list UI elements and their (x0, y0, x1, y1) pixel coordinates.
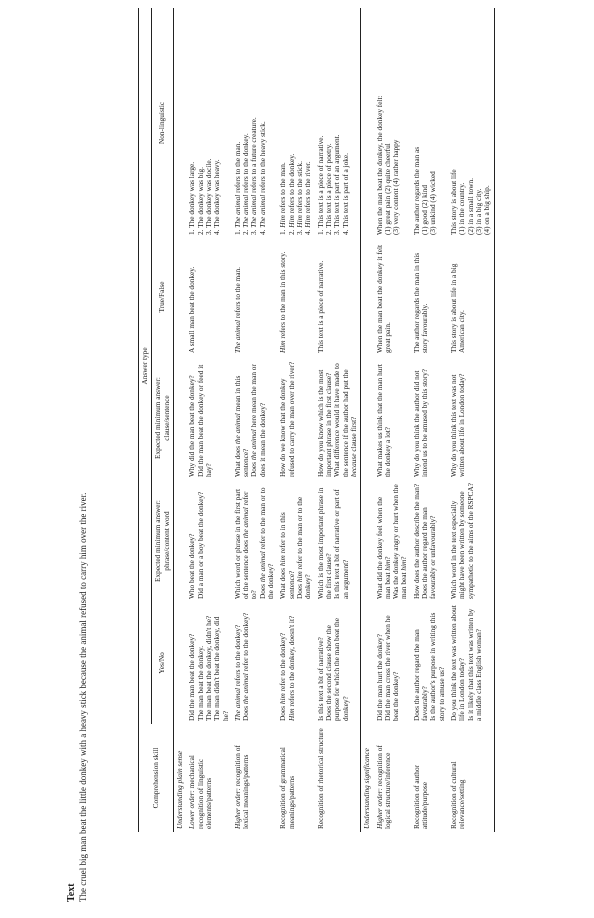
answer-cell (232, 602, 278, 724)
cell-text: What does the animal mean in this sentence? (232, 375, 251, 477)
cell-text: Did a man or a boy beat the donkey? (195, 491, 205, 599)
answer-cell (277, 238, 314, 356)
cell-text: (1) great pain (2) quite cheerful (382, 143, 392, 235)
answer-cell (411, 602, 448, 724)
cell-text: Does the author regard the man favourably? (411, 629, 430, 721)
answer-cell (448, 480, 494, 602)
cell-text: 2. The donkey was big. (195, 167, 205, 235)
answer-cell (374, 602, 411, 724)
column-header: Non-linguistic (152, 8, 174, 238)
answer-cell (315, 480, 361, 602)
cell-text: 4. The animal refers to the heavy stick. (257, 121, 267, 235)
cell-text: Does the author regard the man favourably or unfavourably? (420, 507, 438, 599)
cell-text: 2. Him refers to the donkey. (286, 153, 296, 235)
skill-cell (186, 724, 232, 832)
section-row (361, 8, 374, 832)
answer-cell (448, 356, 494, 480)
cell-text: 4. Him refers to the river. (303, 161, 313, 235)
skill-cell (374, 724, 411, 832)
cell-text: (3) unkind (4) wicked (428, 171, 438, 235)
answer-cell (374, 8, 411, 238)
cell-text: Him refers to the donkey, doesn't it? (286, 615, 296, 721)
cell-text: How does the author describe the man? (411, 483, 421, 599)
cell-text: Does the animal here mean the man or does it mean the donkey? (249, 364, 267, 477)
answer-cell (411, 8, 448, 238)
skill-text: Higher order: recognition of lexical meanings/patterns (232, 745, 251, 829)
header-comprehension-skill: Comprehension skill (139, 724, 174, 832)
cell-text: When the man beat the donkey it felt great pain. (374, 245, 392, 353)
cell-text: (3) very content (4) rather happy (391, 139, 401, 235)
cell-text: 2. This text is a piece of poetry. (323, 143, 333, 235)
cell-text: (4) on a big ship. (482, 185, 492, 235)
cell-text: What difference would it have made to the sentence if the author had put the because clause first? (332, 363, 358, 477)
answer-cell (232, 480, 278, 602)
skill-cell (448, 724, 494, 832)
column-header: Expected minimum answer: phrase/content word (152, 480, 174, 602)
cell-text: 3. The animal refers to a future creature. (249, 117, 259, 235)
cell-text: 4. This text is part of a joke. (340, 153, 350, 235)
answer-cell (186, 356, 232, 480)
section-title: Understanding significance (361, 8, 374, 832)
answer-cell (277, 8, 314, 238)
table-row (315, 8, 361, 832)
cell-text: 1. The animal refers to the man. (232, 141, 242, 235)
skill-text: Higher order: recognition of logical structure/inference (374, 745, 392, 829)
cell-text: How do you know which is the most important phrase in the first clause? (315, 369, 333, 477)
answer-cell (186, 8, 232, 238)
cell-text: (1) good (2) kind (420, 184, 430, 235)
cell-text: Does him refer to the donkey? (278, 632, 288, 721)
answer-cell (411, 480, 448, 602)
cell-text: Does him refer to the man or to the donkey? (295, 496, 313, 599)
cell-text: The author regards the man as (411, 146, 421, 235)
cell-text: Which word in the text especially might have been written by someone sympathetic to the aims of the RSPCA? (449, 483, 475, 599)
cell-text: Why do you think this text was not written about life in London today? (449, 373, 467, 477)
skill-cell (232, 724, 278, 832)
cell-text: A small man beat the donkey. (187, 266, 197, 353)
cell-text: (2) in a small town. (465, 178, 475, 235)
answer-cell (315, 8, 361, 238)
answer-cell (186, 480, 232, 602)
answer-cell (411, 238, 448, 356)
skill-text: Recognition of grammatical meanings/patterns (278, 747, 296, 829)
answer-cell (374, 238, 411, 356)
table-row (374, 8, 411, 832)
answer-cell (448, 238, 494, 356)
cell-text: Does the second clause show the purpose for which the man beat the donkey? (323, 618, 350, 721)
cell-text: Did the man hurt the donkey? (374, 634, 384, 721)
answer-cell (186, 602, 232, 724)
skill-text: Lower order: mechanical recognition of linguistic elements/patterns (187, 755, 213, 829)
answer-cell (186, 238, 232, 356)
table-row (411, 8, 448, 832)
text-heading: Text (66, 883, 77, 902)
header-answer-type: Answer type (139, 8, 152, 724)
cell-text: Did the man cross the river when he beat the donkey? (382, 615, 401, 721)
cell-text: The author regards the man in this story favourably. (411, 252, 430, 353)
cell-text: This text is a piece of narrative. (315, 260, 325, 353)
skill-cell (411, 724, 448, 832)
cell-text: Is it likely that this text was written by a middle class English woman? (465, 608, 483, 721)
column-header: Yes/No (152, 602, 174, 724)
answer-cell (277, 356, 314, 480)
table-row (277, 8, 314, 832)
cell-text: 1. This text is a piece of narrative. (315, 135, 325, 235)
cell-text: Who beat the donkey? (187, 533, 197, 599)
cell-text: 3. Him refers to the stick. (295, 161, 304, 235)
cell-text: Why do you think the author did not intend us to be amused by this story? (411, 368, 430, 477)
cell-text: (3) in a big city. (473, 188, 483, 235)
cell-text: Does the animal refer to the man or to the donkey? (257, 487, 276, 599)
answer-cell (277, 602, 314, 724)
cell-text: Is the author's purpose in writing this story to amuse us? (428, 612, 446, 721)
answer-cell (448, 8, 494, 238)
cell-text: The man didn't beat the donkey, did he? (212, 616, 230, 721)
skill-text: Recognition of author attitude/purpose (411, 764, 430, 829)
answer-cell (315, 238, 361, 356)
cell-text: What did the donkey feel when the man beat him? (374, 496, 392, 599)
answer-cell (374, 356, 411, 480)
answer-cell (448, 602, 494, 724)
answer-cell (232, 8, 278, 238)
cell-text: Which word or phrase in the first part of the sentence does the animal refer to? (232, 488, 259, 599)
answer-cell (277, 480, 314, 602)
cell-text: Is this text a bit of narrative or part of an argument? (332, 489, 350, 599)
cell-text: How do we know that the donkey refused to carry the man over the river? (278, 361, 296, 477)
skill-text: Recognition of cultural relevance/setting (449, 761, 467, 829)
cell-text: 4. The donkey was heavy. (212, 159, 222, 235)
skill-cell (277, 724, 314, 832)
cell-text: This story is about life in a big American city. (449, 263, 467, 353)
cell-text: The man beat the donkey. (195, 645, 205, 721)
cell-text: What does him refer to in this sentence? (278, 512, 296, 599)
cell-text: This story is about life (449, 169, 458, 235)
cell-text: 2. The animal refers to the donkey. (241, 133, 251, 235)
cell-text: The man beat the donkey, didn't he? (203, 615, 213, 721)
cell-text: Him refers to the man in this story. (278, 251, 288, 353)
cell-text: 1. Him refers to the man. (278, 162, 288, 235)
column-header: True/False (152, 238, 174, 356)
table-row (232, 8, 278, 832)
table-row (186, 8, 232, 832)
section-title: Understanding plain sense (174, 750, 184, 829)
cell-text: Why did the man beat the donkey? (187, 375, 197, 477)
skill-cell (315, 724, 361, 832)
text-sentence: The cruel big man beat the little donkey with a heavy stick because the animal refused to carry him over the river. (78, 492, 88, 902)
table-row (448, 8, 494, 832)
answer-cell (232, 356, 278, 480)
cell-text: Did the man beat the donkey or feed it hay? (195, 364, 213, 477)
cell-text: 3. This text is part of an argument. (332, 134, 342, 235)
cell-text: Which is the most important phrase in the first clause? (315, 487, 333, 599)
section-row (173, 8, 186, 832)
comprehension-table (138, 8, 495, 832)
cell-text: What makes us think that the man hurt the donkey a lot? (374, 364, 392, 477)
column-header-row (152, 8, 174, 832)
answer-cell (411, 356, 448, 480)
cell-text: Does the animal refer to the donkey? (241, 612, 251, 721)
cell-text: Did the man beat the donkey? (187, 633, 197, 721)
cell-text: Do you think the text was written about life in London today? (449, 605, 467, 721)
answer-cell (232, 238, 278, 356)
cell-text: 3. The donkey was docile. (203, 158, 213, 235)
skill-text: Recognition of rhetorical structure (315, 728, 325, 829)
cell-text: Was the donkey angry or hurt when the man beat him? (391, 484, 409, 599)
answer-cell (315, 602, 361, 724)
cell-text: The animal refers to the man. (232, 267, 242, 353)
cell-text: (1) in the country. (457, 182, 467, 235)
answer-cell (374, 480, 411, 602)
table-body (173, 8, 494, 832)
column-header: Expected minimum answer: clause/sentence (152, 356, 174, 480)
cell-text: Is this text a bit of narrative? (315, 637, 325, 721)
answer-cell (315, 356, 361, 480)
cell-text: The animal refers to the donkey? (232, 624, 242, 721)
cell-text: 1. The donkey was large. (187, 161, 197, 235)
cell-text: When the man beat the donkey, the donkey felt: (374, 95, 384, 235)
